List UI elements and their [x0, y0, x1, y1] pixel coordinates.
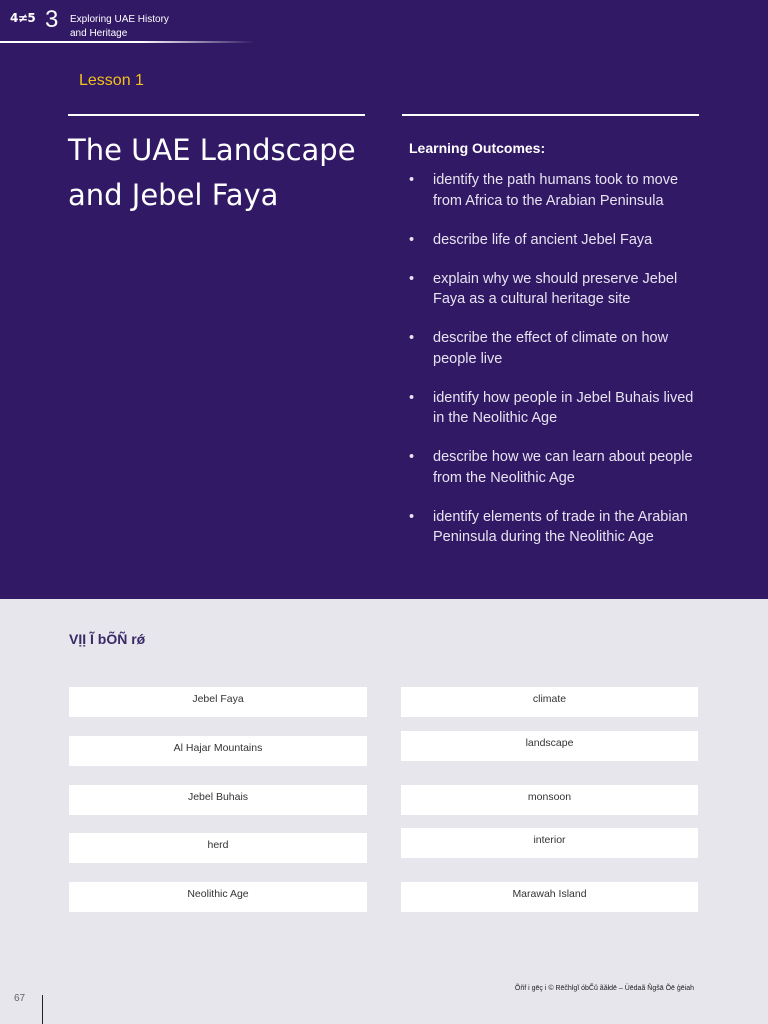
- bullet-icon: •: [409, 330, 415, 346]
- outcome-text: identify how people in Jebel Buhais lived in the Neolithic Age: [433, 389, 694, 426]
- unit-title-line2: and Heritage: [70, 28, 128, 39]
- outcome-item: [409, 230, 704, 251]
- publisher-logo: 4⁠≠⁠5: [10, 11, 36, 25]
- vocab-term: Marawah Island: [401, 882, 698, 912]
- learning-outcomes-list: [409, 170, 704, 566]
- vocab-term: landscape: [401, 731, 698, 761]
- bullet-icon: •: [409, 172, 415, 188]
- copyright-notice: Õñf i gēç i © Rēčhlgĭ óbČ̃ŭ ãăłdē – Üēdaã Ñgšā Õē ģēiah: [514, 985, 694, 992]
- unit-title-line1: Exploring UAE History: [70, 14, 169, 25]
- title-rule: [68, 114, 365, 116]
- lesson-label: Lesson 1: [79, 72, 144, 89]
- outcome-item: [409, 170, 704, 211]
- outcome-item: [409, 269, 704, 310]
- outcome-item: [409, 447, 704, 488]
- outcome-text: explain why we should preserve Jebel Faya as a cultural heritage site: [433, 270, 678, 307]
- unit-title: [70, 13, 169, 41]
- outcome-item: [409, 507, 704, 548]
- vocab-term: interior: [401, 828, 698, 858]
- outcome-text: identify the path humans took to move from Africa to the Arabian Peninsula: [433, 172, 679, 209]
- outcomes-rule: [402, 114, 699, 116]
- vocab-term: herd: [69, 833, 367, 863]
- page-title: [68, 128, 368, 218]
- learning-outcomes-heading: Learning Outcomes:: [409, 140, 546, 156]
- page-title-line1: The UAE Landscape: [68, 133, 356, 167]
- bullet-icon: •: [409, 270, 415, 287]
- vocab-term: Jebel Faya: [69, 687, 367, 717]
- page-number: 67: [14, 993, 26, 1004]
- vocab-term: Neolithic Age: [69, 882, 367, 912]
- page-tick-mark: [42, 995, 43, 1024]
- unit-number: 3: [45, 6, 59, 33]
- vocab-term: Jebel Buhais: [69, 785, 367, 815]
- bullet-icon: •: [409, 508, 415, 525]
- bullet-icon: •: [409, 389, 415, 406]
- bullet-icon: •: [409, 231, 415, 248]
- outcome-text: describe how we can learn about people from the Neolithic Age: [433, 449, 693, 486]
- outcome-item: [409, 328, 704, 369]
- vocab-term: monsoon: [401, 785, 698, 815]
- outcome-text: describe life of ancient Jebel Faya: [433, 231, 653, 248]
- vocab-term: Al Hajar Mountains: [69, 736, 367, 766]
- outcome-text: describe the effect of climate on how people live: [433, 330, 669, 367]
- page-title-line2: and Jebel Faya: [68, 178, 279, 212]
- outcome-item: [409, 388, 704, 429]
- vocab-term: climate: [401, 687, 698, 717]
- header-divider: [0, 41, 255, 43]
- vocabulary-heading: VỊỊ Ĩ bÕÑ rǿ: [69, 631, 146, 647]
- bullet-icon: •: [409, 449, 415, 465]
- outcome-text: identify elements of trade in the Arabian Peninsula during the Neolithic Age: [433, 508, 688, 545]
